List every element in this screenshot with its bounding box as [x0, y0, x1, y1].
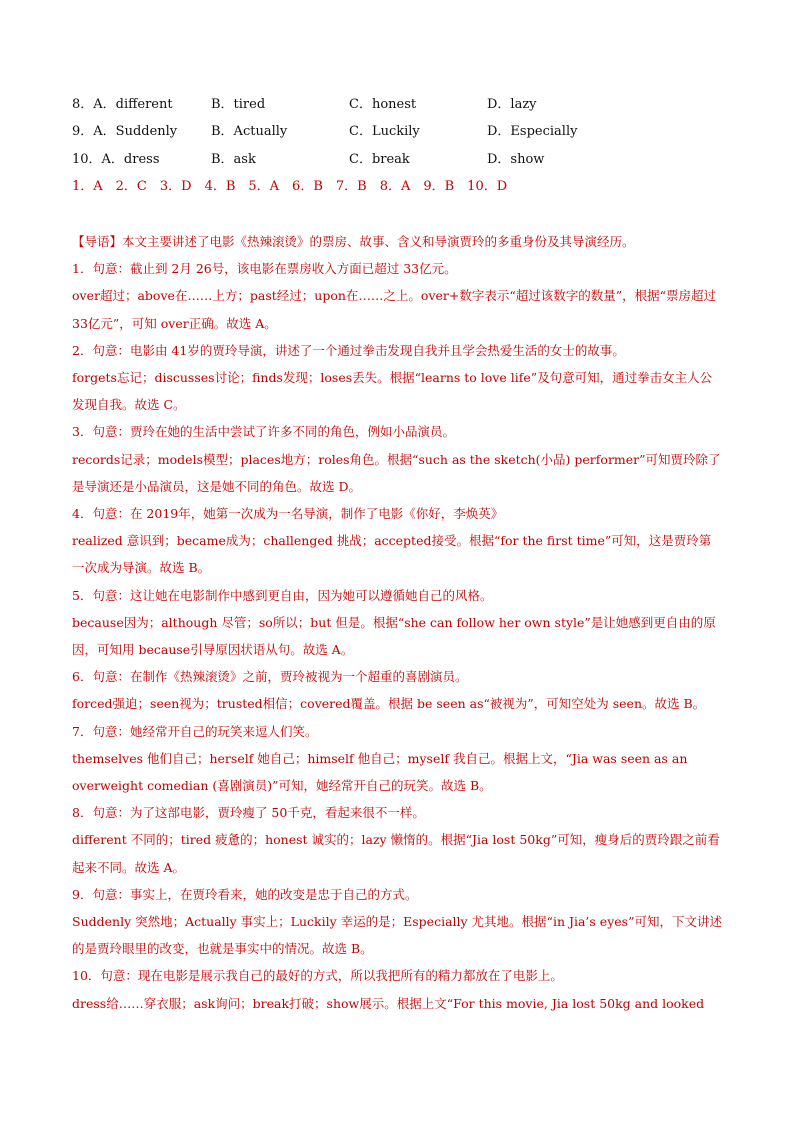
item-7-head: 7．句意：她经常开自己的玩笑来逗人们笑。: [72, 723, 318, 739]
option-a: 9．A．Suddenly: [72, 124, 178, 139]
item-8-head: 8．句意：为了这部电影，贾玲瘦了 50千克，看起来很不一样。: [72, 805, 425, 821]
item-2-body: forgets忘记；discusses讨论；finds发现；loses丢失。根据“learns to love life”及句意可知，通过拳击女主人公发现自我。故选 C。: [72, 370, 713, 413]
item-8-body: different 不同的；tired 疲惫的；honest 诚实的；lazy 懒惰的。根据“Jia lost 50kg”可知，瘦身后的贾玲跟之前看起来不同。故选 A。: [72, 832, 720, 875]
item-5-head: 5．句意：这让她在电影制作中感到更自由，因为她可以遵循她自己的风格。: [72, 587, 493, 603]
option-b: B．Actually: [211, 124, 288, 139]
item-1-head: 1．句意：截止到 2月 26号，该电影在票房收入方面已超过 33亿元。: [72, 261, 457, 277]
option-d: D．show: [487, 152, 545, 167]
item-5-body: because因为；although 尽管；so所以；but 但是。根据“she can follow her own style”是让她感到更自由的原因，可知用 because引导原因状语从句。故选 A。: [72, 614, 716, 658]
item-7-body: themselves 他们自己；herself 她自己；himself 他自己；myself 我自己。根据上文，“Jia was seen as an overweight comedian (喜剧演员)”可知，她经常开自己的玩笑。故选 B。: [72, 750, 688, 794]
option-c: C．Luckily: [349, 124, 420, 139]
item-6-head: 6．句意：在制作《热辣滚烫》之前，贾玲被视为一个超重的喜剧演员。: [72, 669, 468, 685]
item-3-body: records记录；models模型；places地方；roles角色。根据“such as the sketch(小品) performer”可知贾玲除了是导演还是小品演员，这是她不同的角色。故选 D。: [72, 451, 721, 494]
item-10-head: 10．句意：现在电影是展示我自己的最好的方式，所以我把所有的精力都放在了电影上。: [72, 968, 563, 984]
option-c: C．honest: [349, 97, 417, 112]
answer-key: 1．A 2．C 3．D 4．B 5．A 6．B 7．B 8．A 9．B 10．D: [72, 179, 508, 194]
item-1-body: over超过；above在……上方；past经过；upon在……之上。over+数字表示“超过该数字的数量”，根据“票房超过 33亿元”，可知 over正确。故选 A。: [72, 288, 717, 331]
guide-text: 本文主要讲述了电影《热辣滚烫》的票房、故事、含义和导演贾玲的多重身份及其导演经历。: [122, 234, 635, 249]
item-3-head: 3．句意：贾玲在她的生活中尝试了许多不同的角色，例如小品演员。: [72, 424, 455, 440]
item-9-body: Suddenly 突然地；Actually 事实上；Luckily 幸运的是；Especially 尤其地。根据“in Jia’s eyes”可知，下文讲述的是贾玲眼里的改变，也就是事实中的情况。故选 B。: [72, 914, 722, 957]
option-b: B．tired: [211, 97, 266, 112]
option-a: 8．A．different: [72, 97, 173, 112]
option-d: D．lazy: [487, 97, 537, 112]
option-a: 10．A．dress: [72, 152, 160, 167]
explanation-section: [72, 228, 722, 1017]
option-b: B．ask: [211, 152, 256, 167]
guide-paragraph: [72, 228, 722, 255]
item-4-head: 4．句意：在 2019年，她第一次成为一名导演，制作了电影《你好，李焕英》: [72, 506, 504, 522]
item-4-body: realized 意识到；became成为；challenged 挑战；accepted接受。根据“for the first time”可知，这是贾玲第一次成为导演。故选 B。: [72, 533, 712, 576]
item-9-head: 9．句意：事实上，在贾玲看来，她的改变是忠于自己的方式。: [72, 886, 418, 902]
item-6-body: forced强迫；seen视为；trusted相信；covered覆盖。根据 be seen as“被视为”，可知空处为 seen。故选 B。: [72, 696, 706, 712]
item-10-body: dress给……穿衣服；ask询问；break打破；show展示。根据上文“For this movie, Jia lost 50kg and looked: [72, 995, 705, 1011]
guide-tag: 【导语】: [72, 234, 123, 249]
option-c: C．break: [349, 152, 410, 167]
option-d: D．Especially: [487, 124, 578, 139]
item-2-head: 2．句意：电影由 41岁的贾玲导演，讲述了一个通过拳击发现自我并且学会热爱生活的女士的故事。: [72, 342, 625, 358]
